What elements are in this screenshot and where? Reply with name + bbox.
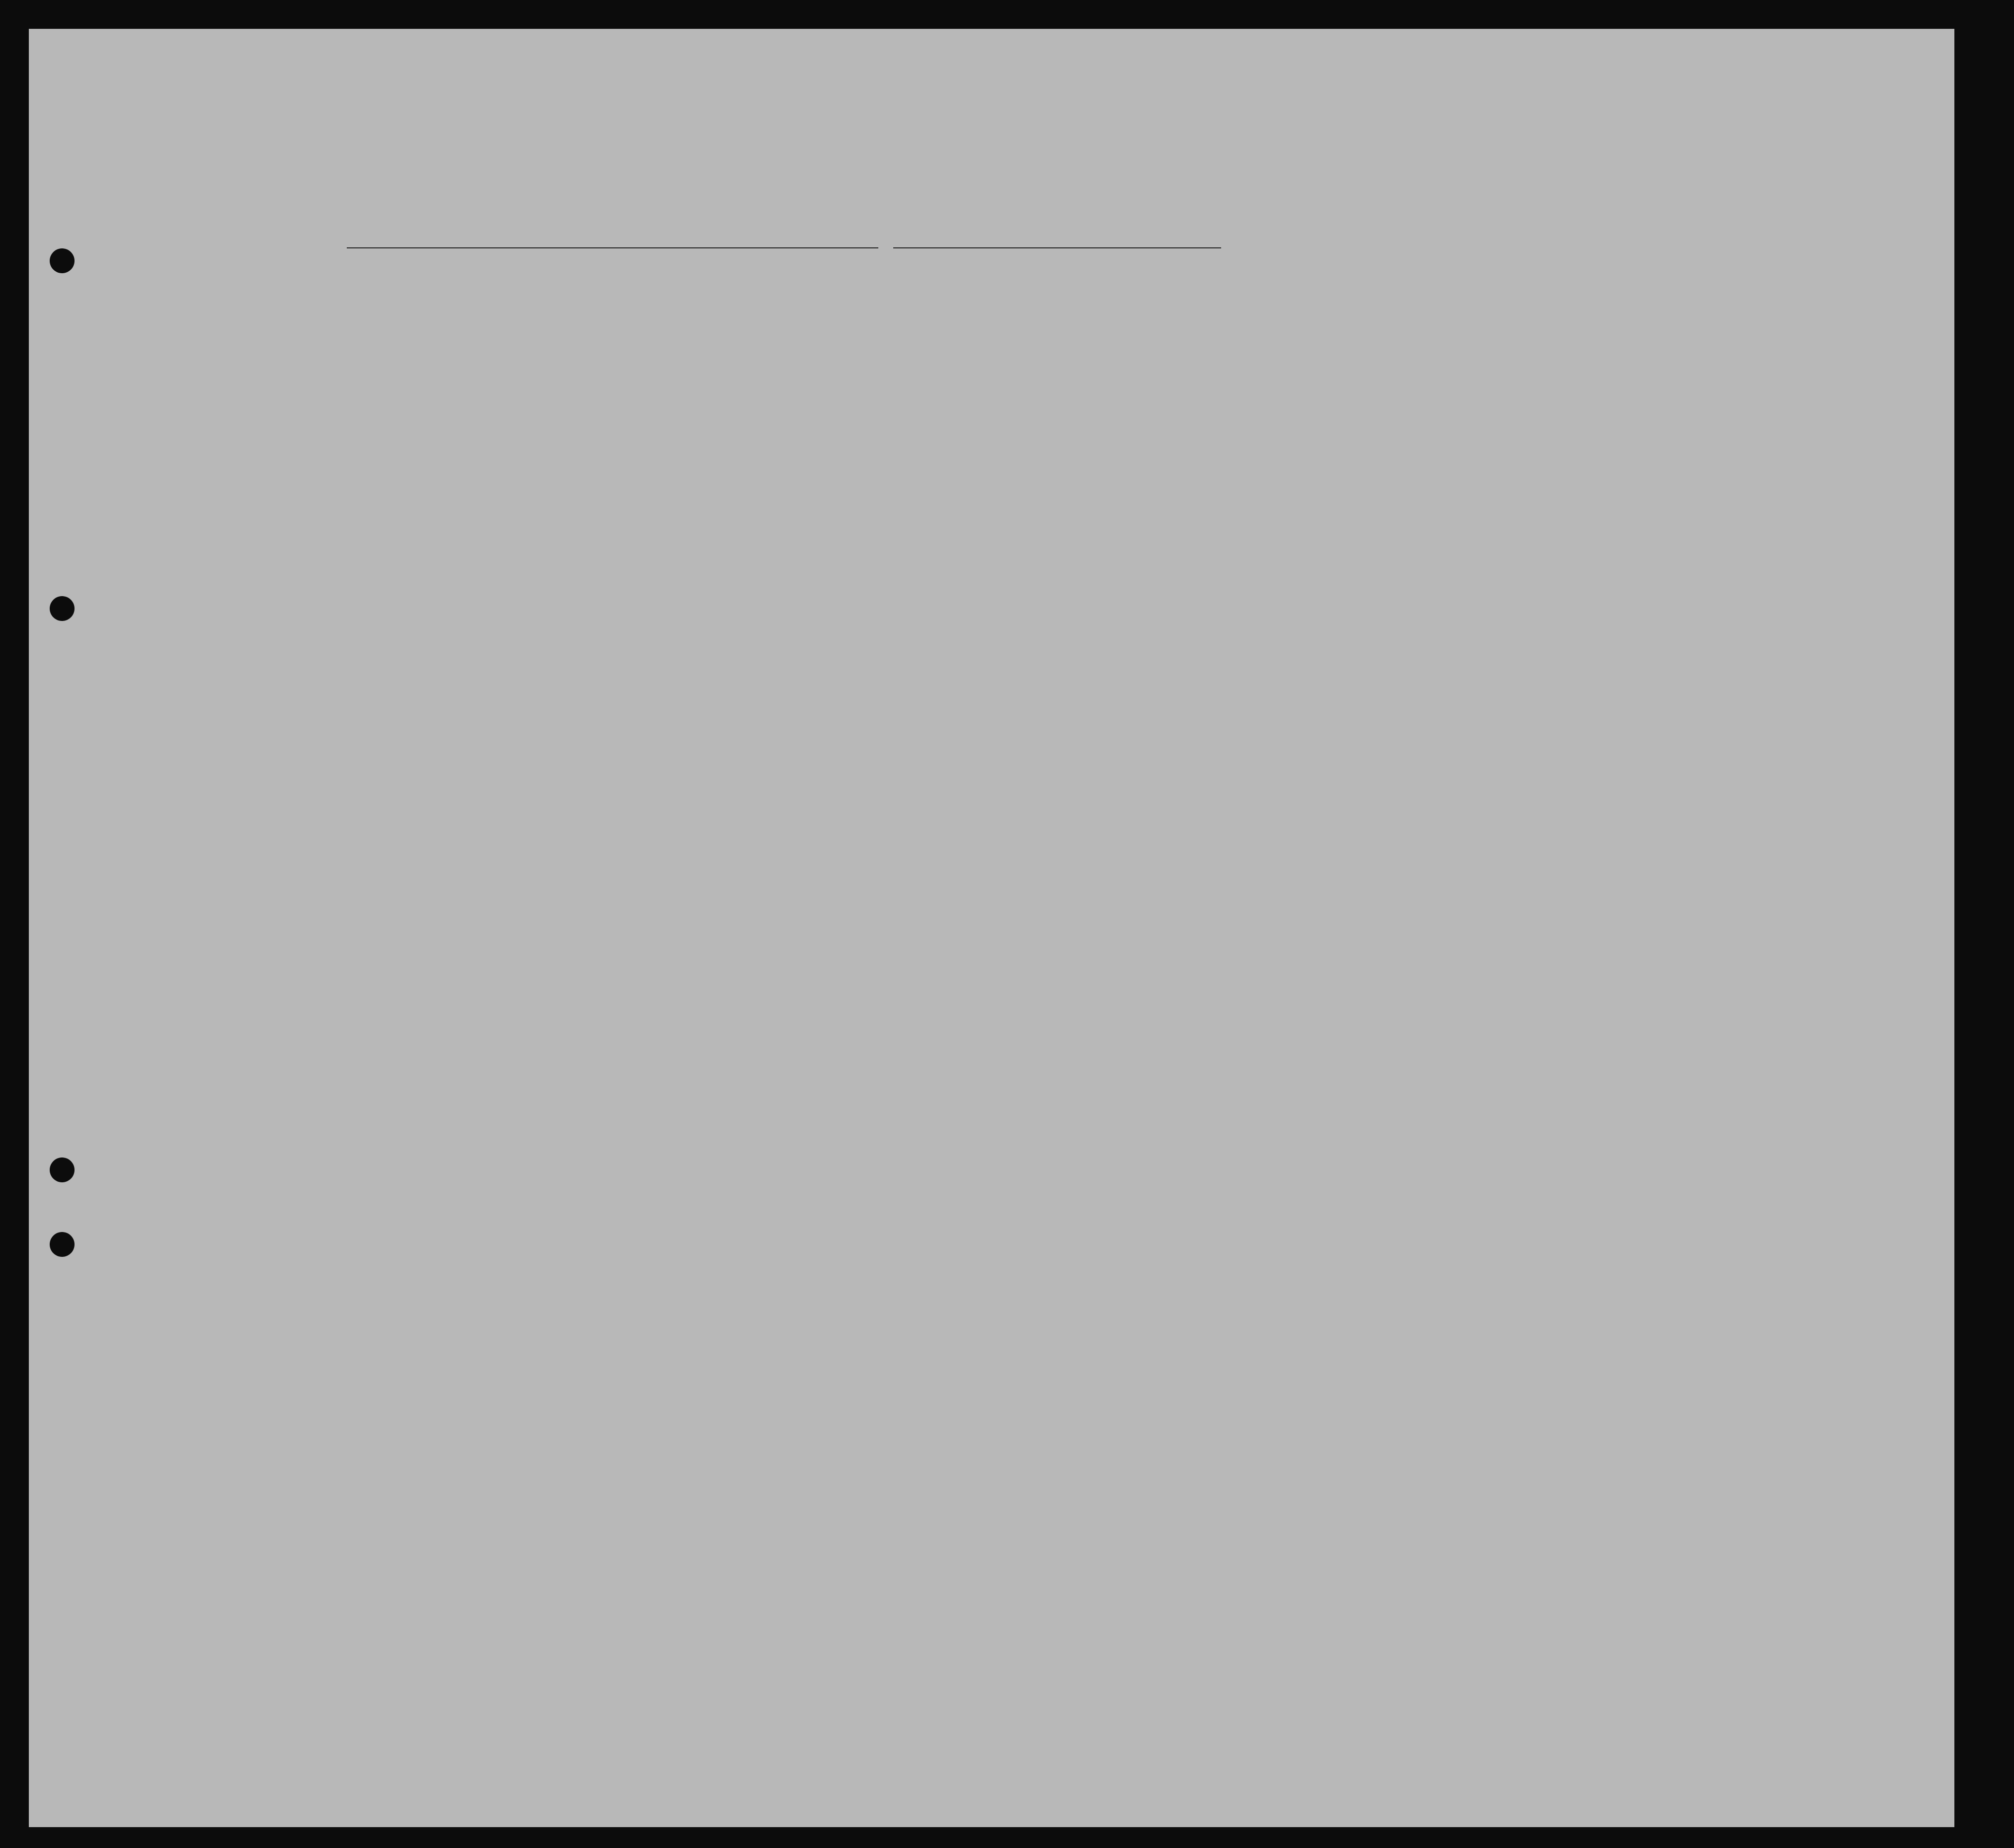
punch-hole (50, 1157, 75, 1182)
manifest-sheet (29, 29, 1954, 1827)
punch-hole (50, 1232, 75, 1257)
punch-hole (50, 596, 75, 621)
date-underline (893, 247, 1221, 248)
port-underline (347, 247, 878, 248)
table-grid (29, 29, 1954, 1827)
punch-hole (50, 248, 75, 273)
